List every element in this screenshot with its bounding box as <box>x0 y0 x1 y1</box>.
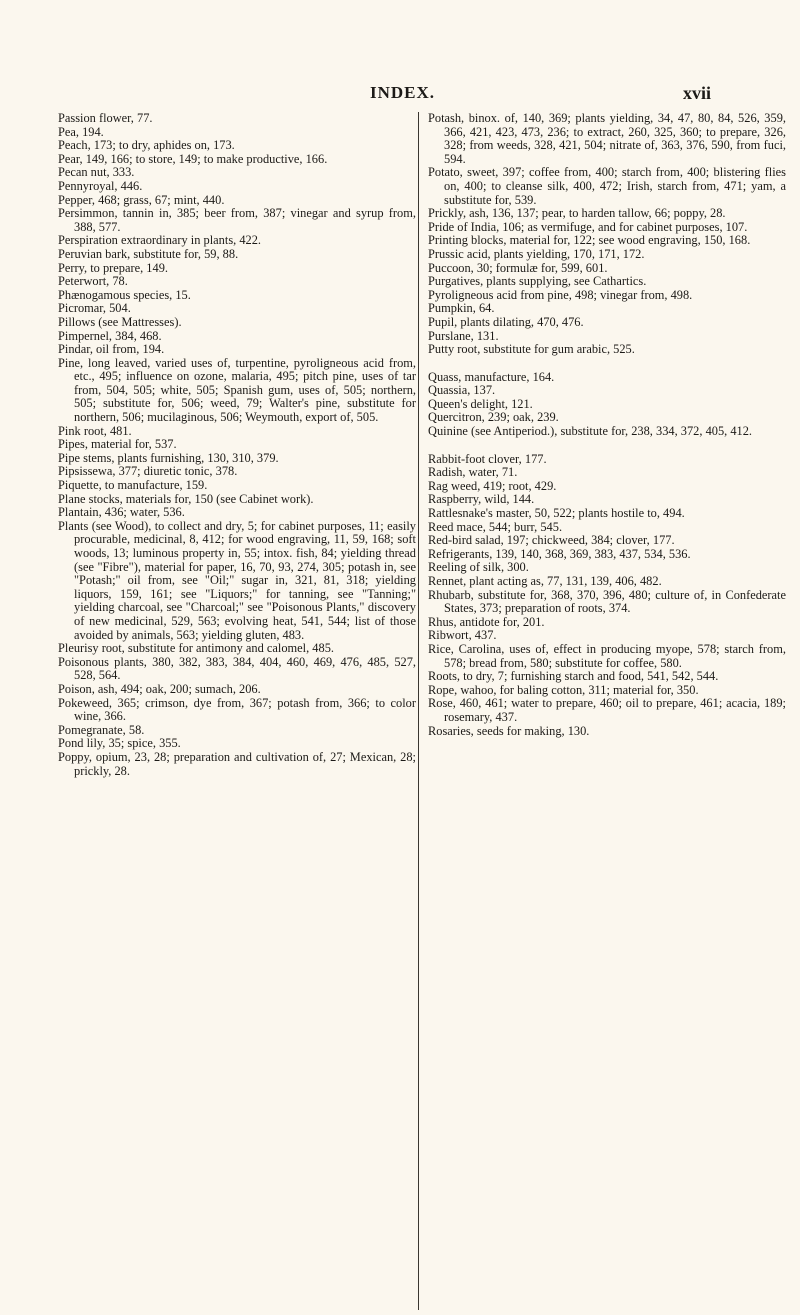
index-entry: Pennyroyal, 446. <box>58 178 143 193</box>
index-entry: Purgatives, plants supplying, see Cathartics. <box>428 274 647 289</box>
index-entry: Persimmon, tannin in, 385; beer from, 387; vinegar and syrup from, 388, 577. <box>58 206 416 234</box>
index-entry: Pimpernel, 384, 468. <box>58 328 162 343</box>
index-entry: Prussic acid, plants yielding, 170, 171, 172. <box>428 246 645 261</box>
index-entry: Pear, 149, 166; to store, 149; to make productive, 166. <box>58 151 328 166</box>
index-entry: Pine, long leaved, varied uses of, turpentine, pyroligneous acid from, etc., 495; influence on ozone, malaria, 495; pitch pine, uses of tar from, 504, 505; white, 505; Spanish gum, uses of, 505; northern, 505; substitute for, 506; weed, 79; Walter's pine, substitute for northern, 506; mucilaginous, 506; Weymouth, export of, 505. <box>58 355 416 425</box>
column-divider <box>418 112 419 1310</box>
index-entry: Prickly, ash, 136, 137; pear, to harden tallow, 66; poppy, 28. <box>428 206 726 221</box>
index-entry: Pomegranate, 58. <box>58 722 145 737</box>
index-entry: Perspiration extraordinary in plants, 422. <box>58 233 262 248</box>
index-entry: Puccoon, 30; formulæ for, 599, 601. <box>428 260 608 275</box>
index-entry: Pipsissewa, 377; diuretic tonic, 378. <box>58 464 238 479</box>
index-entry: Peach, 173; to dry, aphides on, 173. <box>58 138 235 153</box>
index-entry: Rope, wahoo, for baling cotton, 311; material for, 350. <box>428 682 699 697</box>
index-entry: Plantain, 436; water, 536. <box>58 505 185 520</box>
index-entry: Perry, to prepare, 149. <box>58 260 168 275</box>
index-entry: Rattlesnake's master, 50, 522; plants hostile to, 494. <box>428 506 685 521</box>
index-entry: Purslane, 131. <box>428 328 499 343</box>
index-entry: Ribwort, 437. <box>428 628 497 643</box>
section-gap <box>428 357 786 371</box>
index-entry: Printing blocks, material for, 122; see wood engraving, 150, 168. <box>428 233 751 248</box>
index-entry: Rhubarb, substitute for, 368, 370, 396, 480; culture of, in Confederate States, 373; preparation of roots, 374. <box>428 587 786 616</box>
index-entry: Red-bird salad, 197; chickweed, 384; clover, 177. <box>428 533 675 548</box>
index-entry: Rennet, plant acting as, 77, 131, 139, 406, 482. <box>428 574 662 588</box>
index-entry: Rosaries, seeds for making, 130. <box>428 723 590 738</box>
index-entry: Raspberry, wild, 144. <box>428 492 535 507</box>
index-entry: Pond lily, 35; spice, 355. <box>58 736 181 751</box>
page-header <box>0 83 800 107</box>
index-entry: Rose, 460, 461; water to prepare, 460; oil to prepare, 461; acacia, 189; rosemary, 437. <box>428 696 786 724</box>
left-index-column <box>58 112 416 778</box>
index-entry: Pride of India, 106; as vermifuge, and for cabinet purposes, 107. <box>428 219 748 234</box>
index-entry: Peterwort, 78. <box>58 274 128 289</box>
index-entry: Pupil, plants dilating, 470, 476. <box>428 314 584 329</box>
index-entry: Putty root, substitute for gum arabic, 525. <box>428 342 635 357</box>
index-entry: Poppy, opium, 23, 28; preparation and cultivation of, 27; Mexican, 28; prickly, 28. <box>58 749 416 778</box>
index-entry: Potash, binox. of, 140, 369; plants yielding, 34, 47, 80, 84, 526, 359, 366, 421, 423, 473, 236; to extract, 260, 325, 360; to prepare, 326, 328; from weeds, 328, 421, 504; nitrate of, 363, 376, 590, from fuci, 594. <box>428 111 786 166</box>
page-number: xvii <box>683 83 712 103</box>
index-entry: Pipes, material for, 537. <box>58 437 177 452</box>
index-entry: Reed mace, 544; burr, 545. <box>428 519 563 534</box>
index-entry: Queen's delight, 121. <box>428 396 533 411</box>
index-entry: Quass, manufacture, 164. <box>428 369 555 384</box>
index-entry: Poisonous plants, 380, 382, 383, 384, 404, 460, 469, 476, 485, 527, 528, 564. <box>58 654 416 683</box>
index-entry: Plane stocks, materials for, 150 (see Cabinet work). <box>58 491 314 506</box>
right-index-column <box>428 112 786 738</box>
index-entry: Reeling of silk, 300. <box>428 560 529 575</box>
index-entry: Pumpkin, 64. <box>428 301 495 316</box>
page-title: INDEX. <box>370 83 436 102</box>
index-entry: Quinine (see Antiperiod.), substitute for, 238, 334, 372, 405, 412. <box>428 424 753 439</box>
index-entry: Plants (see Wood), to collect and dry, 5; for cabinet purposes, 11; easily procurable, medicinal, 8, 412; for wood engraving, 11, 59, 168; soft woods, 13; luminous property in, 55; intox. fish, 84; yielding thread (see "Fibre"), material for paper, 16, 70, 93, 274, 305; potash in, see "Potash;" oil from, see "Oil;" sugar in, 321, 81, 318; yielding liquors, 159, 161; see "Liquors;" for tanning, see "Tanning;" yielding charcoal, see "Charcoal;" see "Poisonous Plants," discovery of new medicinal, 529, 563; evolving heat, 541, 544; list of those avoided by animals, 563; yielding gluten, 483. <box>58 518 416 642</box>
index-entry: Rag weed, 419; root, 429. <box>428 478 557 493</box>
index-entry: Pillows (see Mattresses). <box>58 314 182 329</box>
index-entry: Refrigerants, 139, 140, 368, 369, 383, 437, 534, 536. <box>428 546 691 561</box>
index-entry: Piquette, to manufacture, 159. <box>58 478 208 493</box>
index-entry: Pipe stems, plants furnishing, 130, 310, 379. <box>58 450 279 465</box>
index-entry: Pink root, 481. <box>58 423 132 438</box>
section-gap <box>428 439 786 453</box>
index-entry: Rhus, antidote for, 201. <box>428 614 545 629</box>
index-entry: Pokeweed, 365; crimson, dye from, 367; potash from, 366; to color wine, 366. <box>58 695 416 724</box>
index-entry: Radish, water, 71. <box>428 465 518 480</box>
index-entry: Pyroligneous acid from pine, 498; vinegar from, 498. <box>428 287 693 302</box>
index-entry: Pepper, 468; grass, 67; mint, 440. <box>58 192 225 207</box>
index-entry: Pecan nut, 333. <box>58 165 135 180</box>
index-entry: Potato, sweet, 397; coffee from, 400; starch from, 400; blistering flies on, 400; to cleanse silk, 400, 472; Irish, starch from, 471; yam, a substitute for, 539. <box>428 165 786 207</box>
index-entry: Pea, 194. <box>58 124 104 139</box>
index-entry: Rice, Carolina, uses of, effect in producing myope, 578; starch from, 578; bread from, 580; substitute for coffee, 580. <box>428 641 786 670</box>
index-entry: Phænogamous species, 15. <box>58 287 191 302</box>
index-entry: Passion flower, 77. <box>58 111 153 125</box>
index-entry: Picromar, 504. <box>58 301 131 316</box>
index-entry: Poison, ash, 494; oak, 200; sumach, 206. <box>58 681 261 696</box>
index-entry: Rabbit-foot clover, 177. <box>428 451 547 466</box>
index-entry: Roots, to dry, 7; furnishing starch and food, 541, 542, 544. <box>428 669 719 684</box>
index-entry: Peruvian bark, substitute for, 59, 88. <box>58 246 239 261</box>
index-entry: Pleurisy root, substitute for antimony and calomel, 485. <box>58 641 334 656</box>
index-entry: Quercitron, 239; oak, 239. <box>428 410 559 425</box>
index-entry: Pindar, oil from, 194. <box>58 342 165 357</box>
index-entry: Quassia, 137. <box>428 383 496 398</box>
